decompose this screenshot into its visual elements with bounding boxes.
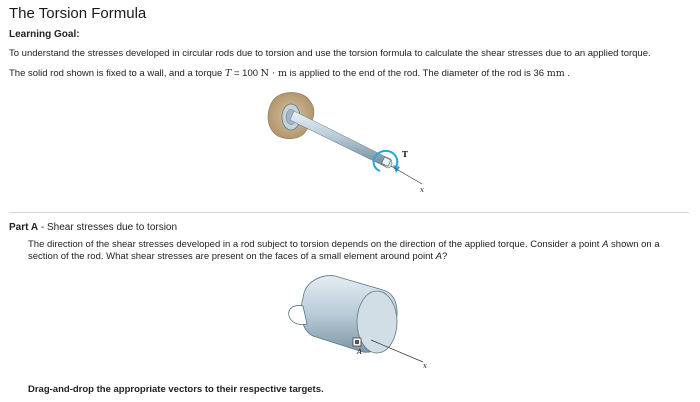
problem-text-mid: is applied to the end of the rod. The diameter of the rod is 36 — [287, 68, 547, 79]
page-title: The Torsion Formula — [9, 5, 147, 22]
part-a-label: Part A — [9, 222, 39, 233]
part-a-heading: Shear stresses due to torsion — [46, 222, 178, 233]
part-a-header — [9, 222, 177, 233]
section-figure — [283, 268, 443, 370]
unit-millimeter: mm — [546, 68, 565, 79]
torque-label: T — [402, 149, 408, 159]
x-axis-label: x — [423, 362, 427, 370]
point-a-label: A — [357, 348, 363, 356]
problem-statement — [9, 68, 570, 79]
cylinder-icon — [289, 276, 397, 353]
point-a: A — [602, 239, 609, 250]
unit-newton: N — [260, 68, 269, 79]
desc-text-1: The direction of the shear stresses developed in a rod subject to torsion depends on the direction of the applied torque. Consider a point — [28, 239, 603, 250]
point-a-2: A — [435, 251, 443, 262]
part-a-separator: - — [38, 222, 47, 233]
desc-text-3: ? — [442, 251, 448, 262]
unit-dot: · — [268, 68, 279, 79]
learning-goal-label: Learning Goal: — [9, 29, 80, 40]
torque-equals: = 100 — [231, 68, 261, 79]
desc-text-2: shown on a section of the rod. What shear stresses are present on the faces of a small element around point — [28, 239, 660, 262]
x-axis-label: x — [420, 186, 424, 194]
learning-goal-text: To understand the stresses developed in circular rods due to torsion and use the torsion formula to calculate the shear stresses due to an applied torque. — [9, 48, 651, 59]
rod-icon — [290, 111, 392, 168]
problem-text-start: The solid rod shown is fixed to a wall, and a torque — [9, 68, 225, 79]
part-a-description — [28, 239, 688, 263]
torque-symbol: T — [224, 68, 232, 79]
rod-figure — [262, 87, 432, 202]
section-divider — [9, 212, 689, 213]
unit-meter: m — [278, 68, 288, 79]
problem-text-end: . — [564, 68, 571, 79]
drag-drop-instruction: Drag-and-drop the appropriate vectors to their respective targets. — [28, 384, 324, 395]
x-axis-line — [391, 166, 422, 184]
